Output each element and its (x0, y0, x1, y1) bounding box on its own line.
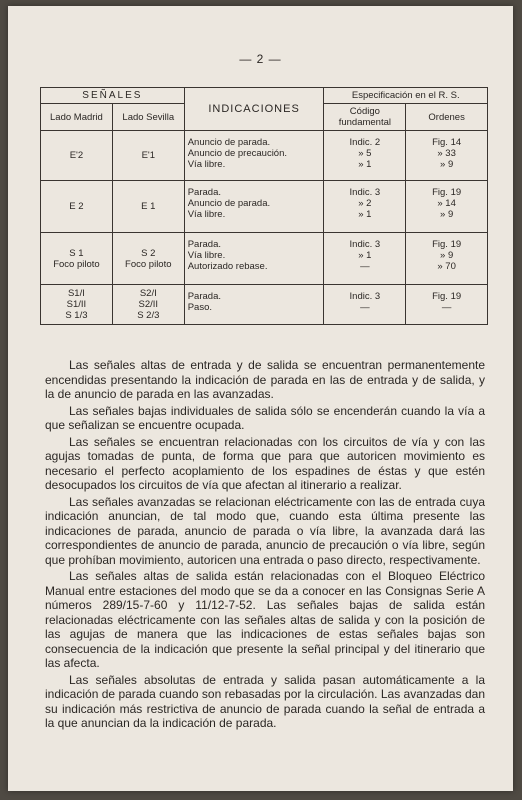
codigo-cell (324, 181, 406, 233)
indicaciones-line: Vía libre. (187, 159, 226, 170)
header-lado-madrid: Lado Madrid (41, 104, 113, 131)
paragraph: Las señales avanzadas se relacionan eléctricamente con las de entrada cuya indicación anuncian, de tal modo que, cuando esta última presente las indicaciones de parada, anuncio de parada o vía libre, la avanzada dará las correspondientes de anuncio de parada, anuncio de precaución o vía libre, según que prohíban movimiento, autoricen una entrada o paso directo, respectivamente. (45, 494, 485, 567)
ordenes-line: Fig. 19 (432, 239, 462, 250)
signal-sevilla-cell (112, 233, 184, 285)
codigo-line: Indic. 3 (349, 239, 381, 250)
ordenes-line: » 9 (440, 159, 454, 170)
ordenes-line: » 9 (440, 209, 454, 220)
signal-sevilla-line: Foco piloto (125, 258, 172, 270)
indicaciones-line: Paso. (187, 302, 213, 313)
ordenes-cell (406, 131, 488, 181)
codigo-line: Indic. 2 (349, 137, 381, 148)
ordenes-line: » 9 (440, 250, 454, 261)
signal-sevilla-line: S2/I (139, 288, 157, 299)
signal-sevilla-line: E 1 (141, 201, 156, 212)
document-page (8, 6, 513, 791)
codigo-cell (324, 285, 406, 325)
signal-madrid-line: Foco piloto (53, 258, 100, 270)
page-number: — 2 — (239, 52, 282, 66)
indicaciones-cell (184, 285, 324, 325)
signal-sevilla-line: S 2 (141, 247, 156, 259)
codigo-line: » 1 (358, 250, 372, 261)
signal-sevilla-line: E'1 (141, 150, 155, 161)
signal-madrid-line: S 1/3 (65, 310, 88, 321)
signal-madrid-cell (41, 181, 113, 233)
paragraph: Las señales se encuentran relacionadas con los circuitos de vía y con las agujas tomadas de punta, de forma que para que autoricen movimiento es necesario el perfecto acoplamiento de los espadines de éstas y que estén desocupados los circuitos de vía que afectan al itinerario a realizar. (45, 434, 485, 492)
codigo-cell (324, 131, 406, 181)
indicaciones-line: Anuncio de parada. (187, 137, 271, 148)
signal-madrid-line: E 2 (69, 201, 84, 212)
header-especificacion: Especificación en el R. S. (324, 88, 488, 104)
signal-sevilla-line: S 2/3 (137, 310, 160, 321)
ordenes-line: » 14 (437, 198, 456, 209)
signal-sevilla-cell (112, 131, 184, 181)
table-row (41, 131, 488, 181)
codigo-line: Indic. 3 (349, 187, 381, 198)
indicaciones-cell (184, 181, 324, 233)
header-senales: SEÑALES (41, 88, 185, 104)
codigo-line: » 1 (358, 159, 372, 170)
signal-madrid-cell (41, 131, 113, 181)
header-indicaciones: INDICACIONES (184, 88, 324, 131)
indicaciones-cell (184, 233, 324, 285)
indicaciones-line: Parada. (187, 239, 221, 250)
ordenes-line: Fig. 19 (432, 291, 462, 302)
ordenes-line: Fig. 14 (432, 137, 462, 148)
indicaciones-line: Vía libre. (187, 209, 226, 220)
codigo-line: » 2 (358, 198, 372, 209)
table-row (41, 233, 488, 285)
signal-madrid-line: S1/I (67, 288, 85, 299)
codigo-line: » 5 (358, 148, 372, 159)
paragraph: Las señales bajas individuales de salida sólo se encenderán cuando la vía a que señalizan se encuentre ocupada. (45, 403, 485, 432)
codigo-line: Indic. 3 (349, 291, 381, 302)
ordenes-line: — (441, 302, 452, 313)
signal-madrid-line: E'2 (69, 150, 84, 161)
paragraph: Las señales altas de salida están relacionadas con el Bloqueo Eléctrico Manual entre estaciones del modo que se da a conocer en las Consignas Serie A números 289/15-7-60 y 11/12-7-52. Las señales bajas de salida están relacionadas eléctricamente con las señales altas de salida y con la posición de las agujas de manera que las indicaciones de estas señales bajas son consecuencia de la indicación que presente la señal principal y del itinerario que las afecta. (45, 569, 485, 670)
header-lado-sevilla: Lado Sevilla (112, 104, 184, 131)
indicaciones-line: Vía libre. (187, 250, 226, 261)
indicaciones-cell (184, 131, 324, 181)
paragraph: Las señales absolutas de entrada y salida pasan automáticamente a la indicación de parada cuando son rebasadas por la circulación. Las avanzadas dan su indicación más restrictiva de anuncio de parada cuando la señal de entrada a la que anuncian da la indicación de parada. (45, 672, 485, 730)
header-ordenes: Ordenes (406, 104, 488, 131)
signal-madrid-cell (41, 233, 113, 285)
ordenes-line: » 33 (437, 148, 456, 159)
signal-sevilla-cell (112, 181, 184, 233)
codigo-line: » 1 (358, 209, 372, 220)
paragraph: Las señales altas de entrada y de salida se encuentran permanentemente encendidas presentando la indicación de parada en las de entrada y de salida, y la de anuncio de parada en las avanzadas. (45, 358, 485, 401)
body-text (45, 358, 485, 733)
signals-table (40, 87, 488, 325)
table-row (41, 285, 488, 325)
indicaciones-line: Autorizado rebase. (187, 261, 268, 272)
indicaciones-line: Parada. (187, 187, 221, 198)
ordenes-cell (406, 233, 488, 285)
signal-sevilla-line: S2/II (138, 299, 159, 310)
indicaciones-line: Anuncio de precaución. (187, 148, 288, 159)
signal-madrid-cell (41, 285, 113, 325)
ordenes-line: Fig. 19 (432, 187, 462, 198)
signal-sevilla-cell (112, 285, 184, 325)
ordenes-cell (406, 181, 488, 233)
codigo-line: — (360, 261, 370, 272)
codigo-line: — (360, 302, 370, 313)
table-row (41, 181, 488, 233)
ordenes-cell (406, 285, 488, 325)
signal-madrid-line: S1/II (66, 299, 87, 310)
indicaciones-line: Parada. (187, 291, 221, 302)
header-codigo: Código fundamental (324, 104, 406, 131)
table-body (41, 131, 488, 325)
codigo-cell (324, 233, 406, 285)
ordenes-line: » 70 (437, 261, 456, 272)
indicaciones-line: Anuncio de parada. (187, 198, 271, 209)
signal-madrid-line: S 1 (69, 247, 84, 259)
